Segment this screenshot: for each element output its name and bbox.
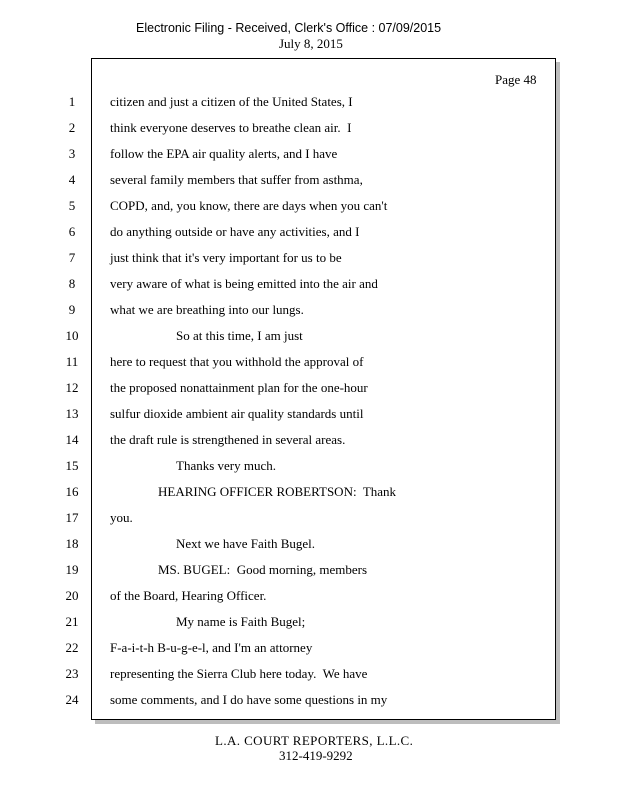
transcript-line: you. xyxy=(110,510,133,525)
line-number: 1 xyxy=(68,94,76,109)
transcript-line: the proposed nonattainment plan for the one-hour xyxy=(110,380,368,395)
transcript-line: several family members that suffer from asthma, xyxy=(110,172,363,187)
transcript-line: MS. BUGEL: Good morning, members xyxy=(158,562,368,577)
transcript-line: COPD, and, you know, there are days when you can't xyxy=(110,198,388,213)
transcript-line: very aware of what is being emitted into the air and xyxy=(110,276,378,291)
transcript-line: Thanks very much. xyxy=(176,458,277,473)
transcript-line: do anything outside or have any activities, and I xyxy=(110,224,360,239)
line-number: 18 xyxy=(65,536,79,551)
line-number: 10 xyxy=(65,328,79,343)
transcript-line: think everyone deserves to breathe clean air. I xyxy=(110,120,352,135)
line-number: 19 xyxy=(65,562,79,577)
transcript-line: here to request that you withhold the approval of xyxy=(110,354,364,369)
transcript-line: So at this time, I am just xyxy=(176,328,303,343)
line-number: 3 xyxy=(68,146,76,161)
line-number: 21 xyxy=(65,614,79,629)
filing-stamp: Electronic Filing - Received, Clerk's Office : 07/09/2015 xyxy=(136,21,442,35)
transcript-line: the draft rule is strengthened in several areas. xyxy=(110,432,346,447)
transcript-line: of the Board, Hearing Officer. xyxy=(110,588,267,603)
transcript-line: F-a-i-t-h B-u-g-e-l, and I'm an attorney xyxy=(110,640,313,655)
line-number: 17 xyxy=(65,510,79,525)
line-number: 5 xyxy=(68,198,76,213)
line-number: 20 xyxy=(65,588,79,603)
transcript-line: HEARING OFFICER ROBERTSON: Thank xyxy=(158,484,397,499)
line-number: 8 xyxy=(68,276,76,291)
page-number: Page 48 xyxy=(495,72,537,87)
transcript-line: some comments, and I do have some questions in my xyxy=(110,692,388,707)
transcript-line: Next we have Faith Bugel. xyxy=(176,536,315,551)
line-number: 12 xyxy=(65,380,79,395)
line-number: 14 xyxy=(65,432,79,447)
transcript-line: citizen and just a citizen of the United States, I xyxy=(110,94,353,109)
line-number: 13 xyxy=(65,406,79,421)
line-number: 2 xyxy=(68,120,76,135)
transcript-line: representing the Sierra Club here today. We have xyxy=(110,666,368,681)
transcript-line: what we are breathing into our lungs. xyxy=(110,302,304,317)
line-number: 24 xyxy=(65,692,79,707)
filing-date: July 8, 2015 xyxy=(279,36,343,51)
line-number: 23 xyxy=(65,666,79,681)
line-number: 22 xyxy=(65,640,79,655)
line-number: 4 xyxy=(68,172,76,187)
footer-company: L.A. COURT REPORTERS, L.L.C. xyxy=(215,733,414,748)
line-number: 11 xyxy=(65,354,79,369)
footer-phone: 312-419-9292 xyxy=(279,748,353,763)
transcript-line: My name is Faith Bugel; xyxy=(176,614,306,629)
transcript-line: just think that it's very important for us to be xyxy=(110,250,342,265)
transcript-line: follow the EPA air quality alerts, and I have xyxy=(110,146,338,161)
line-number: 6 xyxy=(68,224,76,239)
transcript-line: sulfur dioxide ambient air quality standards until xyxy=(110,406,364,421)
line-number: 16 xyxy=(65,484,79,499)
line-number: 9 xyxy=(68,302,76,317)
line-number: 15 xyxy=(65,458,79,473)
line-number: 7 xyxy=(68,250,76,265)
